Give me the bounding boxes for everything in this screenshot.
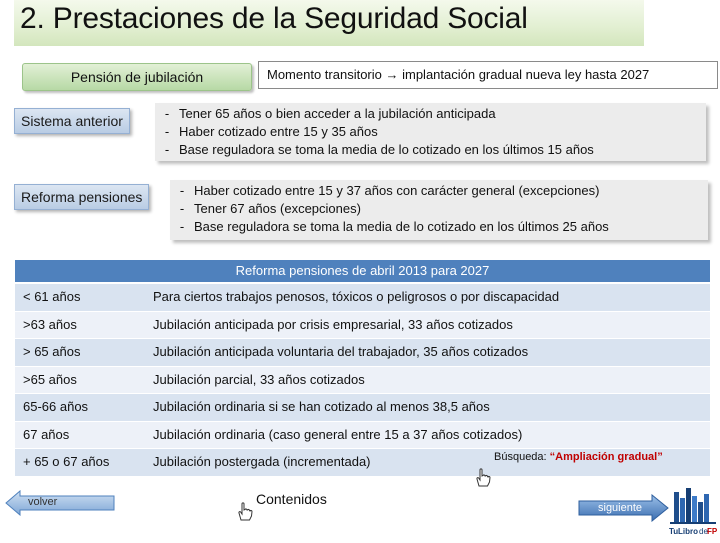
desc-cell: Jubilación ordinaria si se han cotizado al menos 38,5 años [153, 399, 490, 414]
page-title: 2. Prestaciones de la Seguridad Social [20, 2, 528, 35]
volver-button[interactable] [4, 490, 116, 516]
age-cell: > 65 años [23, 344, 81, 359]
search-term: “Ampliación gradual” [549, 451, 663, 463]
table-header: Reforma pensiones de abril 2013 para 2027 [15, 260, 710, 282]
list-item: - Base reguladora se toma la media de lo cotizado en los últimos 25 años [179, 219, 609, 234]
hand-pointer-icon[interactable] [234, 500, 256, 522]
contenidos-link[interactable]: Contenidos [256, 491, 327, 507]
age-cell: + 65 o 67 años [23, 454, 110, 469]
hand-pointer-icon[interactable] [472, 466, 494, 488]
table-row [15, 394, 710, 422]
age-cell: >65 años [23, 371, 77, 387]
svg-text:Libro: Libro [678, 527, 698, 536]
list-item: - Haber cotizado entre 15 y 37 años con carácter general (excepciones) [179, 183, 600, 198]
table-row [15, 422, 710, 450]
table-row [15, 339, 710, 367]
list-item: - Haber cotizado entre 15 y 35 años [164, 124, 378, 139]
tulibrodefp-logo [668, 484, 718, 538]
siguiente-button[interactable] [578, 494, 670, 522]
desc-cell: Jubilación parcial, 33 años cotizados [153, 371, 365, 387]
desc-cell: Jubilación postergada (incrementada) [153, 454, 371, 469]
age-cell: 67 años [23, 426, 70, 442]
momento-transitorio-box: Momento transitorio → implantación gradual nueva ley hasta 2027 [258, 61, 718, 89]
age-cell: 65-66 años [23, 399, 89, 414]
reforma-pensiones-label: Reforma pensiones [14, 184, 149, 210]
desc-cell: Jubilación ordinaria (caso general entre 15 a 37 años cotizados) [153, 426, 523, 442]
list-item: - Tener 65 años o bien acceder a la jubilación anticipada [164, 106, 496, 121]
desc-cell: Para ciertos trabajos penosos, tóxicos o peligrosos o por discapacidad [153, 289, 560, 304]
siguiente-label: siguiente [598, 502, 643, 514]
reforma-table [15, 284, 710, 477]
pension-jubilacion-pill: Pensión de jubilación [22, 63, 252, 91]
table-row [15, 312, 710, 340]
table-row [15, 284, 710, 312]
svg-text:de: de [699, 527, 708, 536]
table-row [15, 367, 710, 395]
svg-text:FP: FP [707, 527, 718, 536]
sistema-anterior-label: Sistema anterior [14, 108, 130, 134]
sistema-anterior-list [155, 103, 706, 161]
list-item: - Tener 67 años (excepciones) [179, 201, 361, 216]
desc-cell: Jubilación anticipada voluntaria del trabajador, 35 años cotizados [153, 344, 529, 359]
svg-text:Tu: Tu [669, 527, 679, 536]
desc-cell: Jubilación anticipada por crisis empresarial, 33 años cotizados [153, 316, 513, 332]
reforma-pensiones-list [170, 180, 708, 240]
age-cell: < 61 años [23, 289, 81, 304]
search-hint[interactable]: Búsqueda: “Ampliación gradual” [494, 451, 663, 463]
list-item: - Base reguladora se toma la media de lo cotizado en los últimos 15 años [164, 142, 594, 157]
age-cell: >63 años [23, 316, 77, 332]
volver-label: volver [28, 496, 58, 508]
